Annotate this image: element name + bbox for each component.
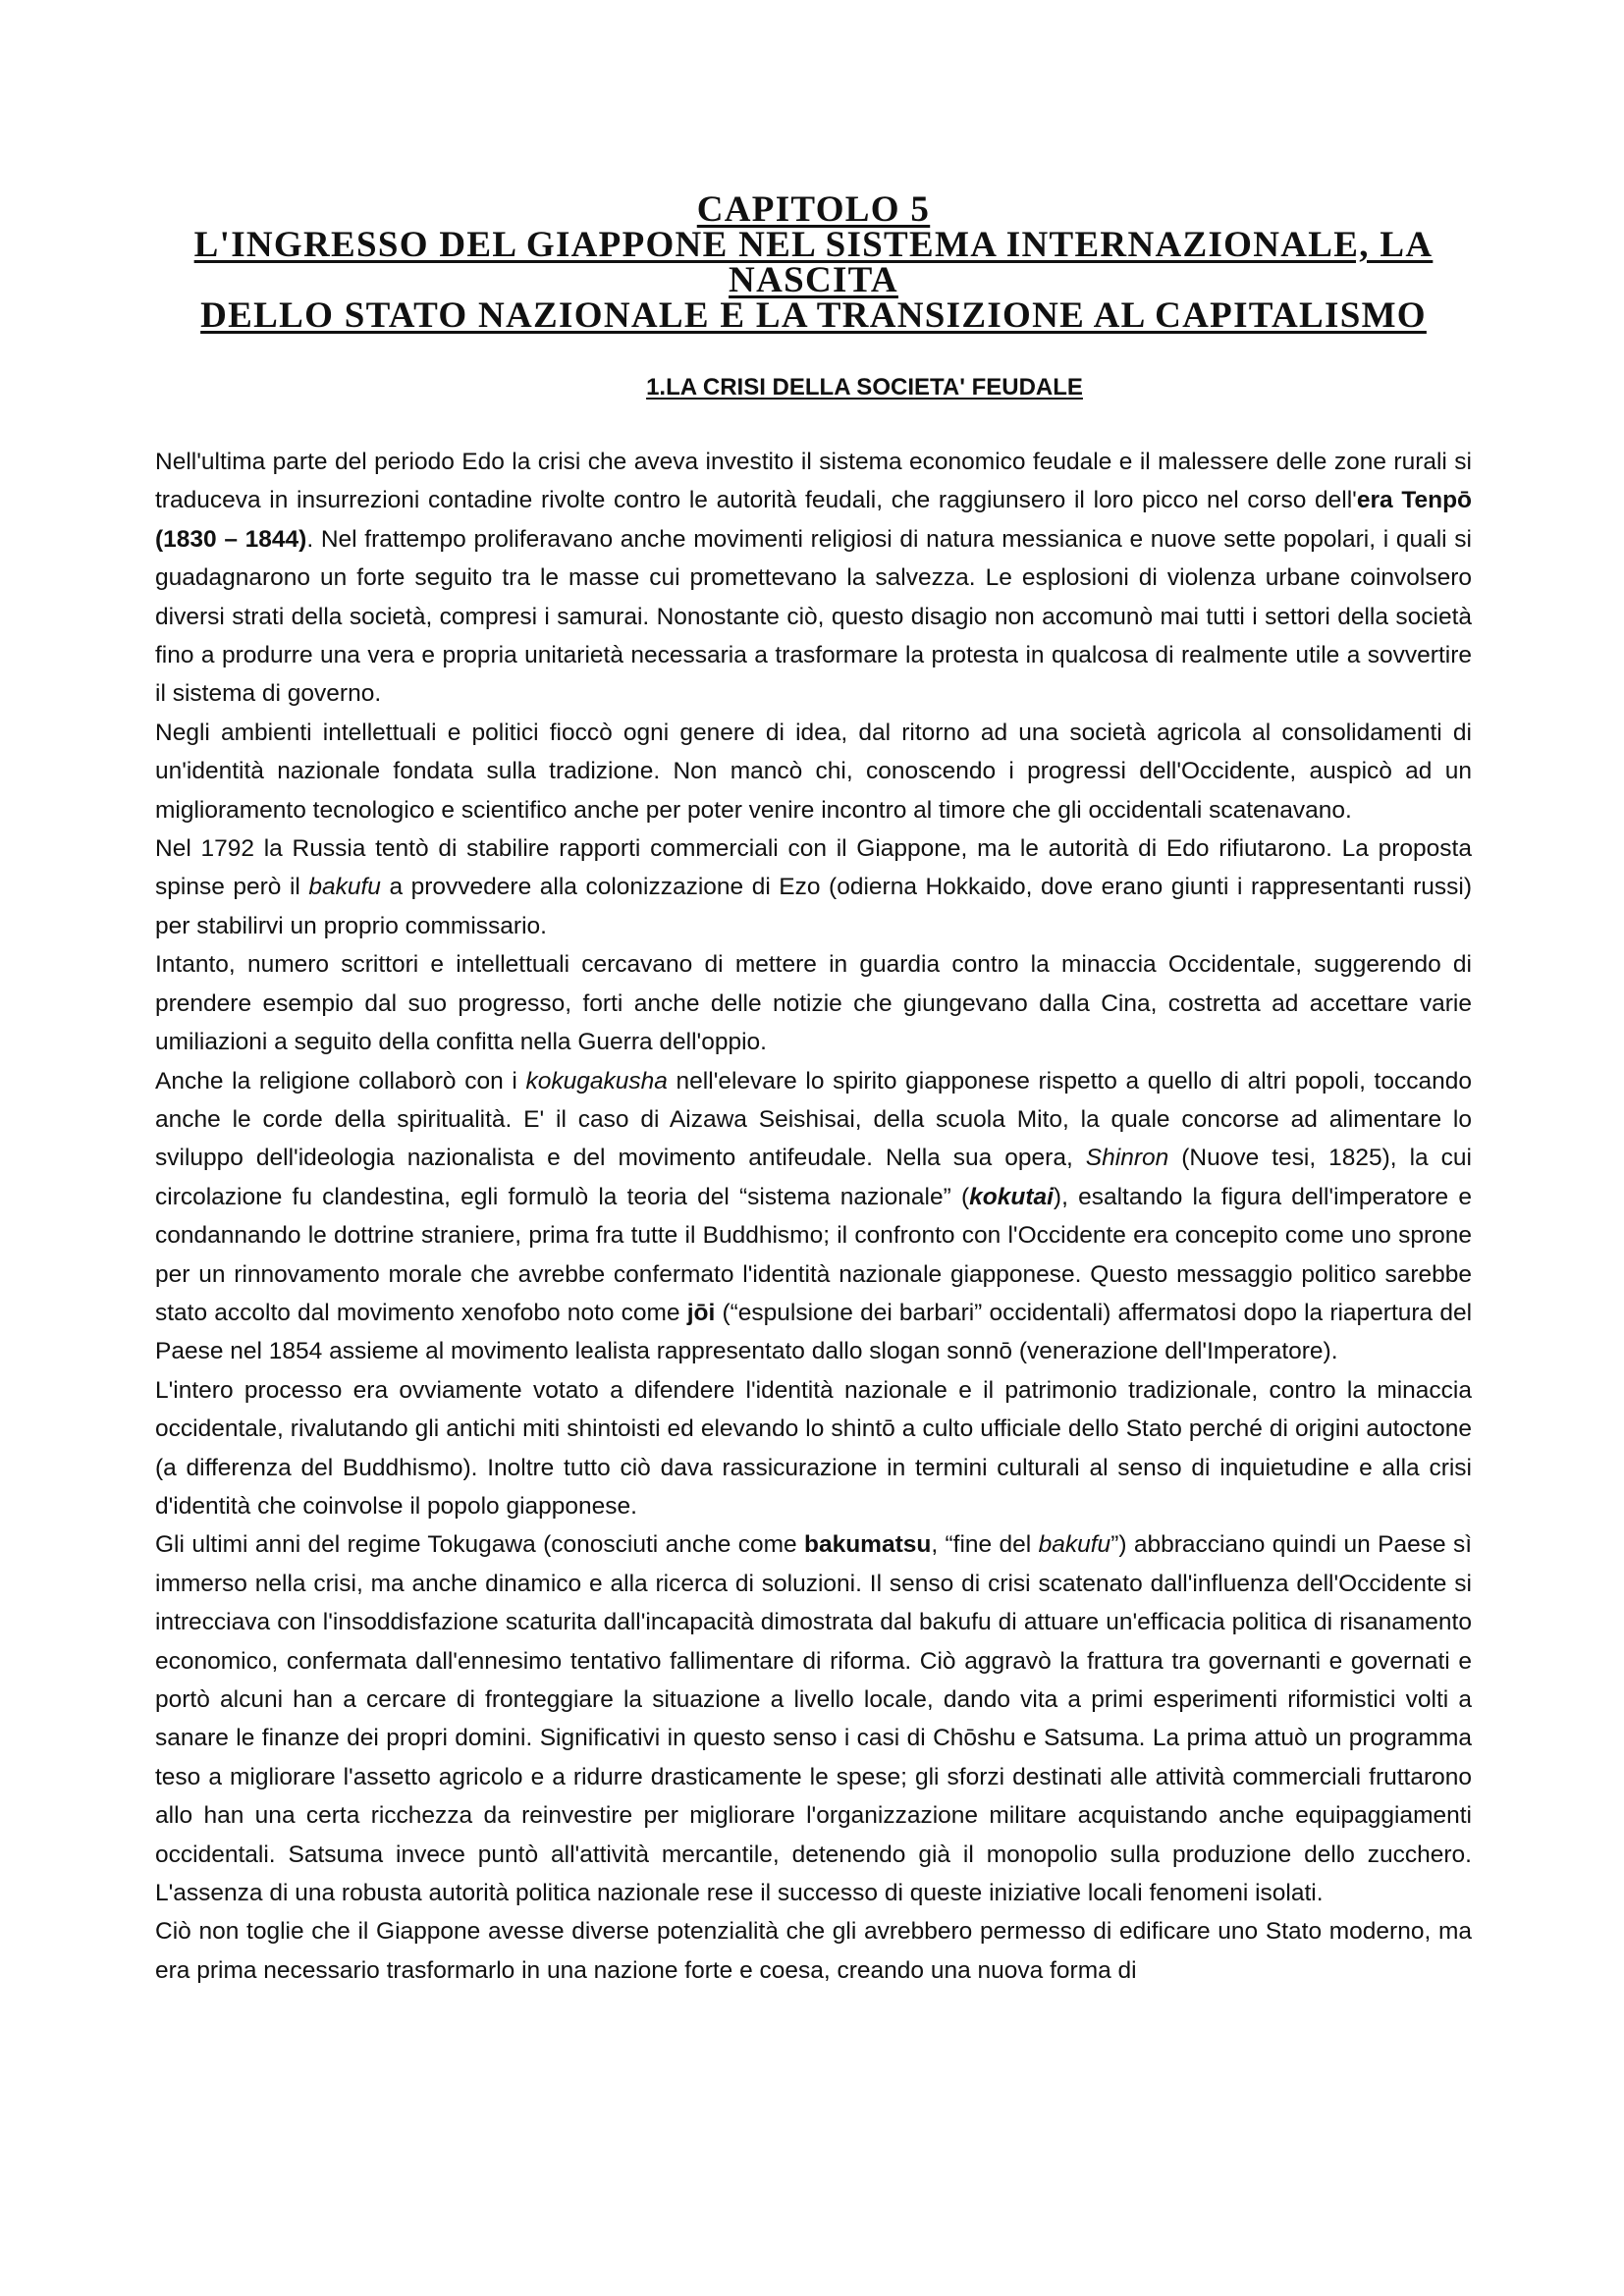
paragraph: Intanto, numero scrittori e intellettuali cercavano di mettere in guardia contro la minaccia Occidentale, suggerendo di prendere esempio dal suo progresso, forti anche delle notizie che giungevano dalla Cina, costretta ad accettare varie umiliazioni a seguito della confitta nella Guerra dell'oppio.	[155, 951, 1472, 1056]
chapter-heading	[155, 189, 1472, 336]
chapter-title-line-1: L'INGRESSO DEL GIAPPONE NEL SISTEMA INTERNAZIONALE, LA NASCITA	[193, 225, 1434, 300]
paragraph: Anche la religione collaborò con i kokugakusha nell'elevare lo spirito giapponese rispetto a quello di altri popoli, toccando anche le corde della spiritualità. E' il caso di Aizawa Seishisai, della scuola Mito, la quale concorse ad alimentare lo sviluppo dell'ideologia nazionalista e del movimento antifeudale. Nella sua opera, Shinron (Nuove tesi, 1825), la cui circolazione fu clandestina, egli formulò la teoria del “sistema nazionale” (kokutai), esaltando la figura dell'imperatore e condannando le dottrine straniere, prima fra tutte il Buddhismo; il confronto con l'Occidente era concepito come uno sprone per un rinnovamento morale che avrebbe confermato l'identità nazionale giapponese. Questo messaggio politico sarebbe stato accolto dal movimento xenofobo noto come jōi (“espulsione dei barbari” occidentali) affermatosi dopo la riapertura del Paese nel 1854 assieme al movimento lealista rappresentato dallo slogan sonnō (venerazione dell'Imperatore).	[155, 1067, 1473, 1365]
paragraph: Nel 1792 la Russia tentò di stabilire rapporti commerciali con il Giappone, ma le autorità di Edo rifiutarono. La proposta spinse però il bakufu a provvedere alla colonizzazione di Ezo (odierna Hokkaido, dove erano giunti i rappresentanti russi) per stabilirvi un proprio commissario.	[155, 835, 1472, 939]
chapter-number: CAPITOLO 5	[696, 189, 931, 230]
paragraph: Nell'ultima parte del periodo Edo la crisi che aveva investito il sistema economico feudale e il malessere delle zone rurali si traduceva in insurrezioni contadine rivolte contro le autorità feudali, che raggiunsero il loro picco nel corso dell'era Tenpō (1830 – 1844). Nel frattempo proliferavano anche movimenti religiosi di natura messianica e nuove sette popolari, i quali si guadagnarono un forte seguito tra le masse cui promettevano la salvezza. Le esplosioni di violenza urbane coinvolsero diversi strati della società, compresi i samurai. Nonostante ciò, questo disagio non accomunò mai tutti i settori della società fino a produrre una vera e propria unitarietà necessaria a trasformare la protesta in qualcosa di realmente utile a sovvertire il sistema di governo.	[155, 449, 1472, 708]
chapter-title-line-2: DELLO STATO NAZIONALE E LA TRANSIZIONE AL CAPITALISMO	[200, 295, 1427, 336]
paragraph: Ciò non toglie che il Giappone avesse diverse potenzialità che gli avrebbero permesso di edificare uno Stato moderno, ma era prima necessario trasformarlo in una nazione forte e coesa, creando una nuova forma di	[155, 1918, 1472, 1984]
paragraph: L'intero processo era ovviamente votato a difendere l'identità nazionale e il patrimonio tradizionale, contro la minaccia occidentale, rivalutando gli antichi miti shintoisti ed elevando lo shintō a culto ufficiale dello Stato perché di origini autoctone (a differenza del Buddhismo). Inoltre tutto ciò dava rassicurazione in termini culturali al senso di inquietudine e alla crisi d'identità che coinvolse il popolo giapponese.	[155, 1376, 1472, 1520]
paragraph: Gli ultimi anni del regime Tokugawa (conosciuti anche come bakumatsu, “fine del bakufu”) abbracciano quindi un Paese sì immerso nella crisi, ma anche dinamico e alla ricerca di soluzioni. Il senso di crisi scatenato dall'influenza dell'Occidente si intrecciava con l'insoddisfazione scaturita dall'incapacità dimostrata dal bakufu di attuare un'efficacia politica di risanamento economico, confermata dall'ennesimo tentativo fallimentare di riforma. Ciò aggravò la frattura tra governanti e governati e portò alcuni han a cercare di fronteggiare la situazione a livello locale, dando vita a primi esperimenti riformistici volti a sanare le finanze dei propri domini. Significativi in questo senso i casi di Chōshu e Satsuma. La prima attuò un programma teso a migliorare l'assetto agricolo e a ridurre drasticamente le spese; gli sforzi destinati alle attività commerciali fruttarono allo han una certa ricchezza da reinvestire per migliorare l'organizzazione militare acquistando anche equipaggiamenti occidentali. Satsuma invece puntò all'attività mercantile, detenendo già il monopolio sulla produzione dello zucchero. L'assenza di una robusta autorità politica nazionale rese il successo di queste iniziative locali fenomeni isolati.	[155, 1531, 1472, 1907]
section-title: 1.LA CRISI DELLA SOCIETA' FEUDALE	[646, 374, 1083, 400]
paragraph: Negli ambienti intellettuali e politici fioccò ogni genere di idea, dal ritorno ad una società agricola al consolidamenti di un'identità nazionale fondata sulla tradizione. Non mancò chi, conoscendo i progressi dell'Occidente, auspicò ad un miglioramento tecnologico e scientifico anche per poter venire incontro al timore che gli occidentali scatenavano.	[155, 719, 1472, 824]
document-body	[155, 443, 1472, 1990]
